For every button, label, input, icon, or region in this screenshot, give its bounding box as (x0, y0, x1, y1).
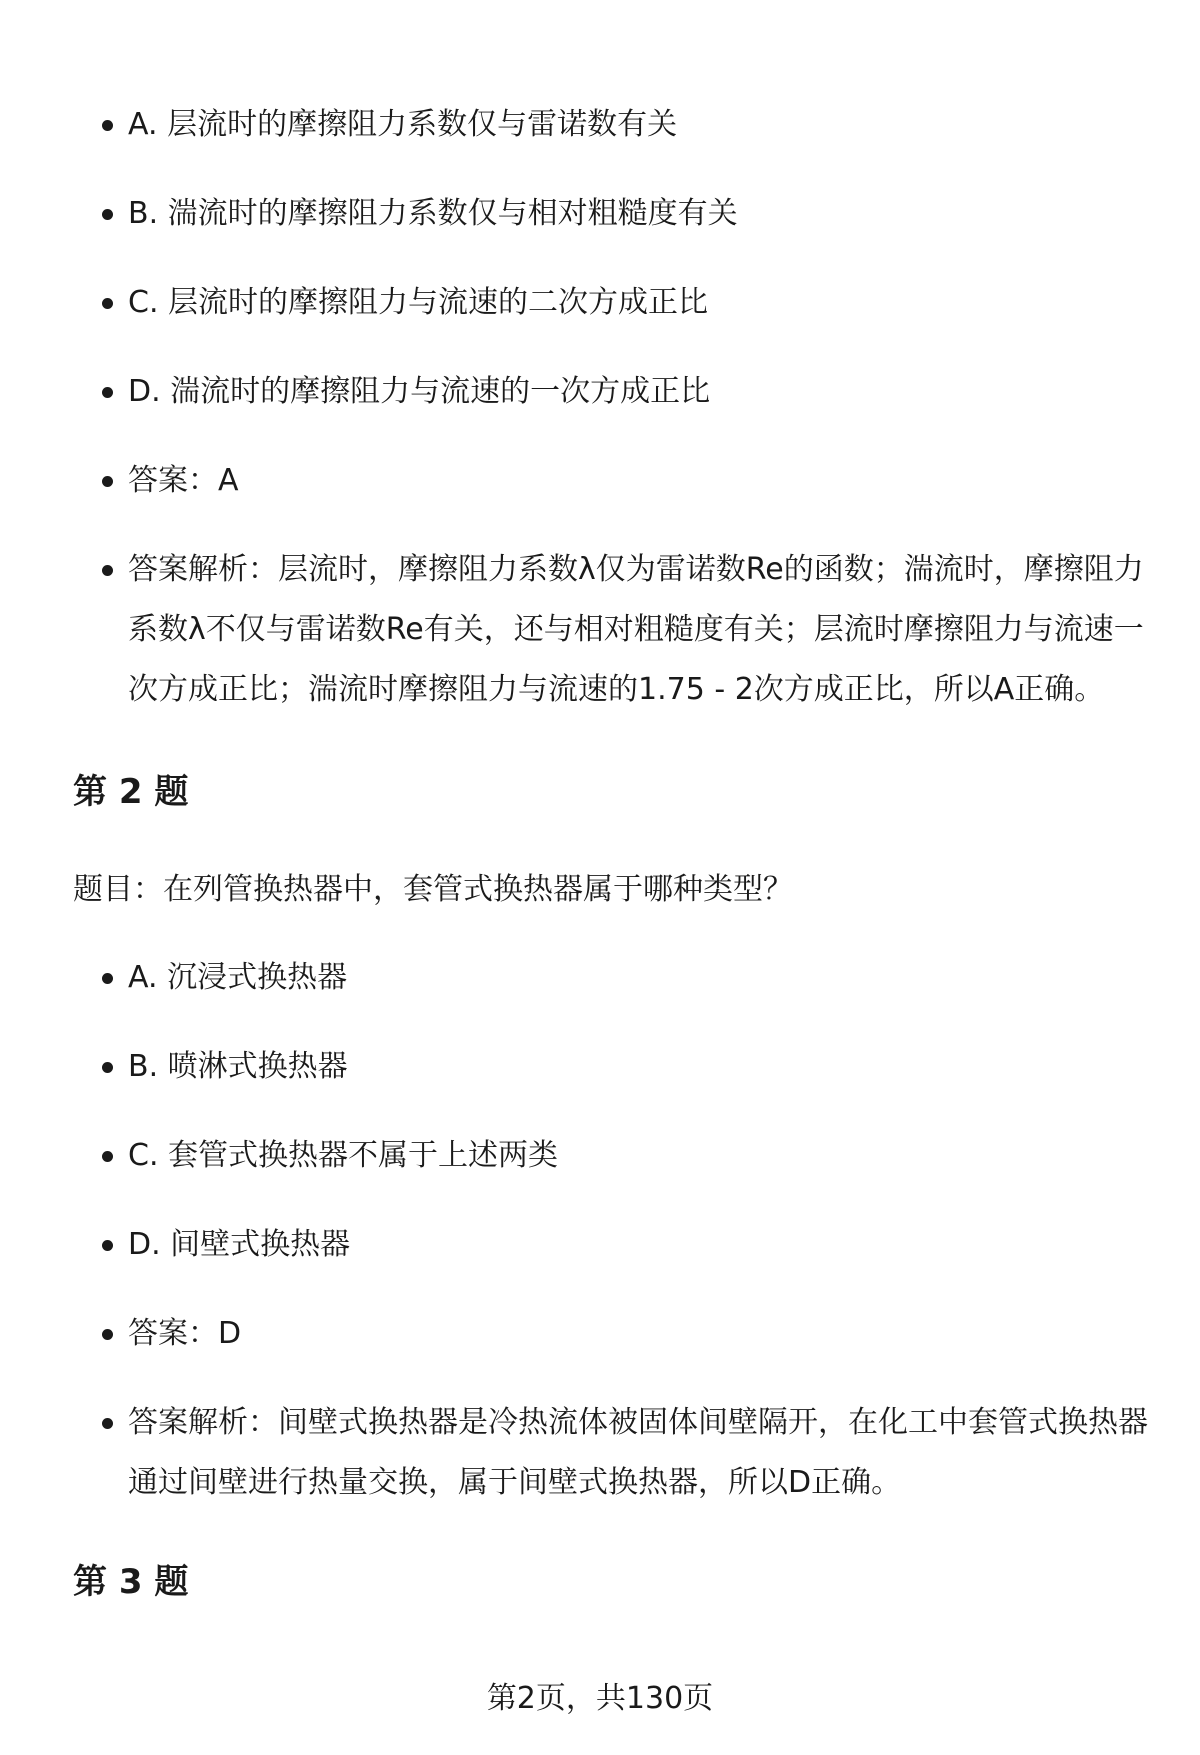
q1-option-a: A. 层流时的摩擦阻力系数仅与雷诺数有关 (128, 95, 1148, 155)
q2-explanation: 答案解析：间壁式换热器是冷热流体被固体间壁隔开，在化工中套管式换热器通过间壁进行热量交换，属于间壁式换热器，所以D正确。 (128, 1393, 1148, 1513)
q2-question: 题目：在列管换热器中，套管式换热器属于哪种类型？ (73, 872, 793, 907)
q1-answer: 答案：A (128, 451, 1148, 511)
q2-option-a: A. 沉浸式换热器 (128, 948, 1148, 1008)
q2-option-b: B. 喷淋式换热器 (128, 1037, 1148, 1097)
q1-option-d: D. 湍流时的摩擦阻力与流速的一次方成正比 (128, 362, 1148, 422)
q2-option-d: D. 间壁式换热器 (128, 1215, 1148, 1275)
q2-answer: 答案：D (128, 1304, 1148, 1364)
q3-heading: 第 3 题 (73, 1562, 189, 1602)
q1-option-b: B. 湍流时的摩擦阻力系数仅与相对粗糙度有关 (128, 184, 1148, 244)
q1-option-c: C. 层流时的摩擦阻力与流速的二次方成正比 (128, 273, 1148, 333)
q1-explanation: 答案解析：层流时，摩擦阻力系数λ仅为雷诺数Re的函数；湍流时，摩擦阻力系数λ不仅与雷诺数Re有关，还与相对粗糙度有关；层流时摩擦阻力与流速一次方成正比；湍流时摩擦阻力与流速的1.75 - 2次方成正比，所以A正确。 (128, 540, 1148, 720)
q2-heading: 第 2 题 (73, 772, 189, 812)
page-number-footer: 第2页，共130页 (486, 1681, 714, 1716)
q2-option-c: C. 套管式换热器不属于上述两类 (128, 1126, 1148, 1186)
